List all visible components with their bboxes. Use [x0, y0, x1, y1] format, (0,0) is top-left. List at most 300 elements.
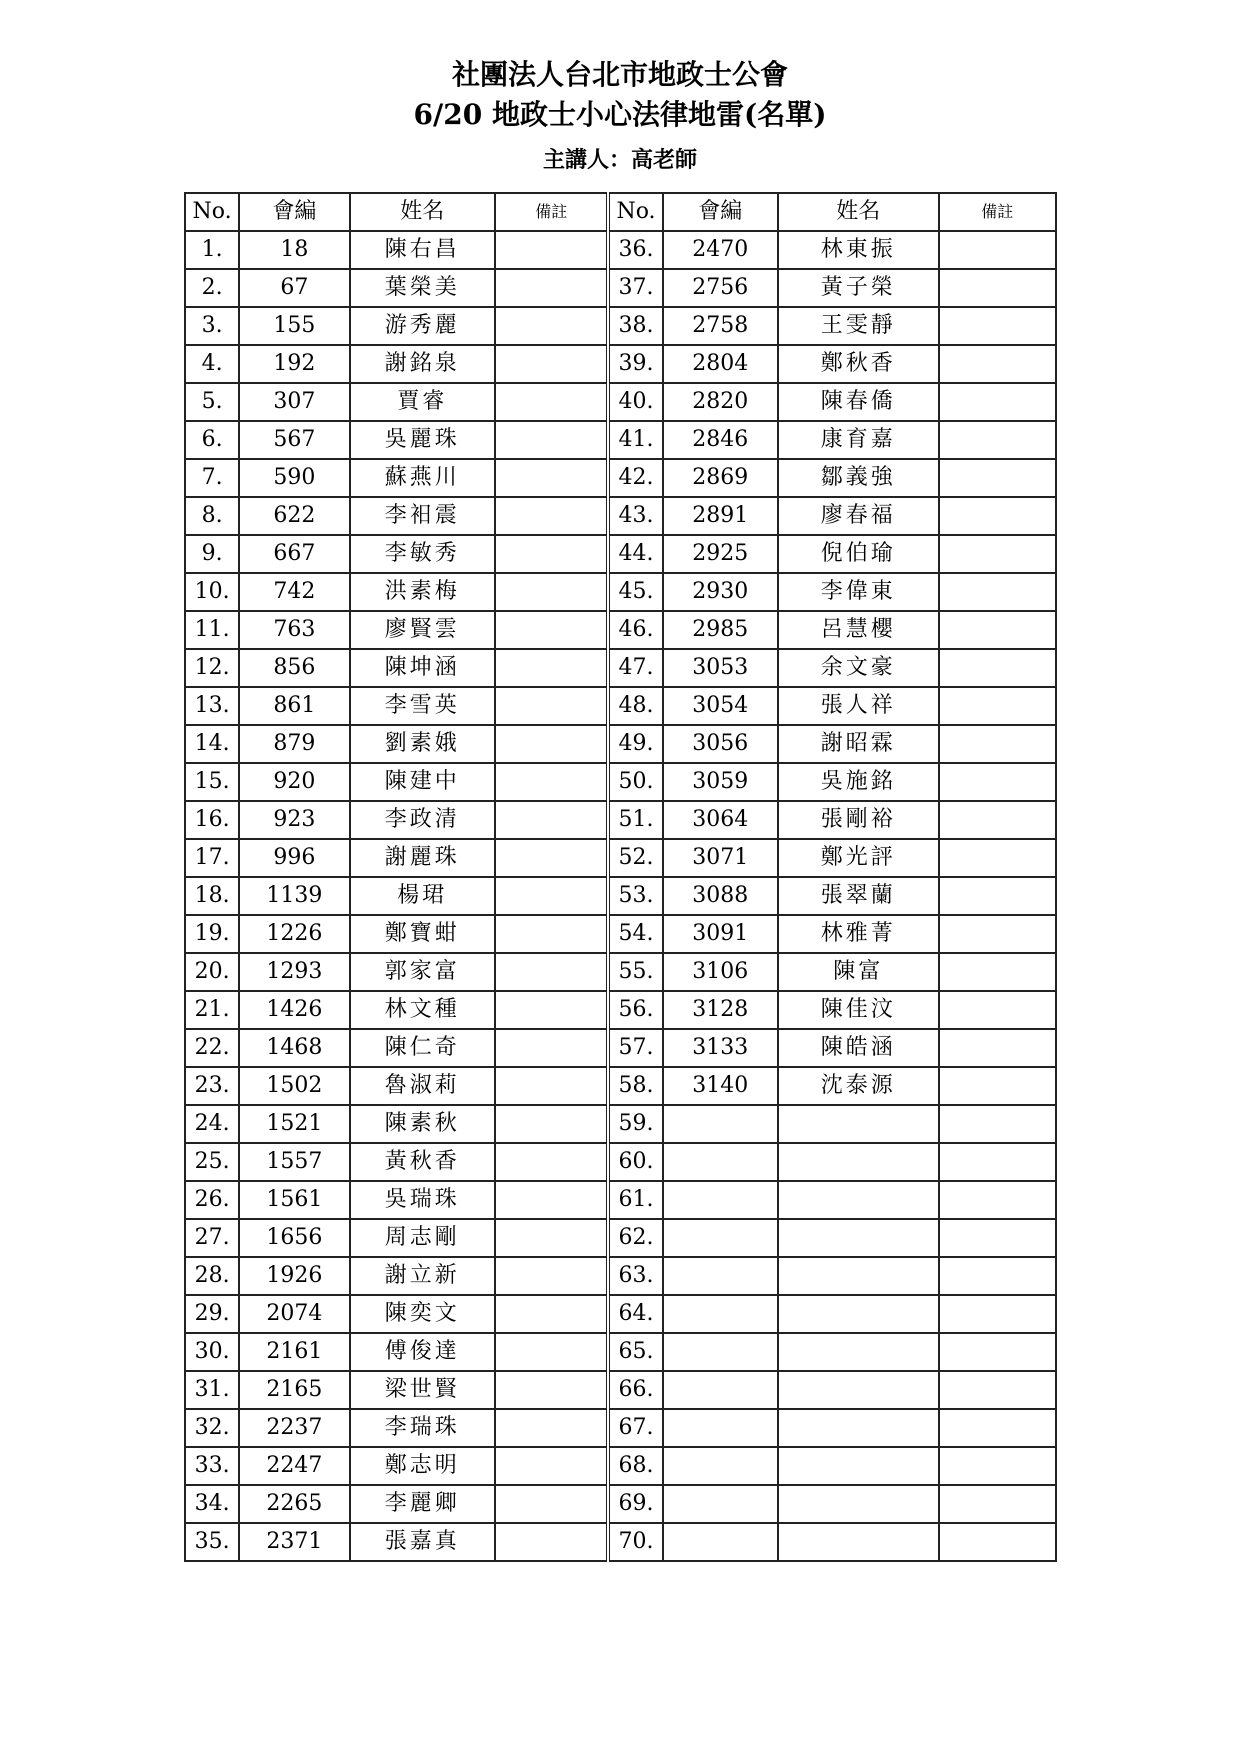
- cell-no: 4.: [185, 345, 239, 383]
- cell-remark: [495, 1523, 608, 1561]
- cell-no: 42.: [608, 459, 662, 497]
- cell-remark: [939, 497, 1056, 535]
- cell-member-id: 2161: [239, 1333, 349, 1371]
- cell-name: 陳素秋: [350, 1105, 496, 1143]
- cell-name: 謝銘泉: [350, 345, 496, 383]
- cell-remark: [495, 1105, 608, 1143]
- table-row: [185, 231, 1056, 269]
- cell-remark: [495, 1067, 608, 1105]
- cell-name: 賈睿: [350, 383, 496, 421]
- cell-member-id: 2470: [663, 231, 778, 269]
- cell-remark: [939, 725, 1056, 763]
- cell-name: 康育嘉: [778, 421, 939, 459]
- cell-remark: [495, 763, 608, 801]
- cell-member-id: [663, 1447, 778, 1485]
- cell-remark: [495, 383, 608, 421]
- cell-name: 李麗卿: [350, 1485, 496, 1523]
- cell-no: 20.: [185, 953, 239, 991]
- cell-member-id: 2820: [663, 383, 778, 421]
- cell-no: 44.: [608, 535, 662, 573]
- cell-no: 18.: [185, 877, 239, 915]
- roster-body: [185, 231, 1056, 1561]
- table-row: [185, 1143, 1056, 1181]
- table-row: [185, 307, 1056, 345]
- cell-name: 林東振: [778, 231, 939, 269]
- column-header-name: 姓名: [350, 193, 496, 231]
- cell-name: 謝麗珠: [350, 839, 496, 877]
- cell-no: 24.: [185, 1105, 239, 1143]
- cell-no: 30.: [185, 1333, 239, 1371]
- cell-member-id: 920: [239, 763, 349, 801]
- cell-member-id: 1656: [239, 1219, 349, 1257]
- cell-member-id: 622: [239, 497, 349, 535]
- cell-no: 28.: [185, 1257, 239, 1295]
- cell-name: 廖春福: [778, 497, 939, 535]
- cell-name: 周志剛: [350, 1219, 496, 1257]
- cell-remark: [495, 1371, 608, 1409]
- cell-name: 廖賢雲: [350, 611, 496, 649]
- cell-remark: [495, 877, 608, 915]
- cell-no: 51.: [608, 801, 662, 839]
- cell-remark: [495, 915, 608, 953]
- cell-name: [778, 1371, 939, 1409]
- cell-member-id: 3056: [663, 725, 778, 763]
- cell-name: [778, 1143, 939, 1181]
- cell-name: 鄭寶蚶: [350, 915, 496, 953]
- cell-remark: [939, 1333, 1056, 1371]
- cell-remark: [495, 1485, 608, 1523]
- cell-member-id: 590: [239, 459, 349, 497]
- cell-name: 李衵震: [350, 497, 496, 535]
- cell-name: 鄭光評: [778, 839, 939, 877]
- cell-no: 14.: [185, 725, 239, 763]
- cell-remark: [939, 1523, 1056, 1561]
- cell-name: 王雯靜: [778, 307, 939, 345]
- cell-no: 64.: [608, 1295, 662, 1333]
- cell-name: 梁世賢: [350, 1371, 496, 1409]
- cell-member-id: 1293: [239, 953, 349, 991]
- cell-member-id: 3140: [663, 1067, 778, 1105]
- cell-no: 68.: [608, 1447, 662, 1485]
- cell-remark: [495, 1219, 608, 1257]
- table-row: [185, 953, 1056, 991]
- cell-member-id: 3128: [663, 991, 778, 1029]
- cell-member-id: 67: [239, 269, 349, 307]
- cell-no: 55.: [608, 953, 662, 991]
- cell-member-id: [663, 1219, 778, 1257]
- cell-remark: [939, 1295, 1056, 1333]
- cell-name: 楊珺: [350, 877, 496, 915]
- cell-remark: [495, 1333, 608, 1371]
- cell-member-id: 861: [239, 687, 349, 725]
- cell-member-id: 307: [239, 383, 349, 421]
- roster-table: [184, 192, 1057, 1562]
- cell-no: 23.: [185, 1067, 239, 1105]
- cell-no: 49.: [608, 725, 662, 763]
- cell-remark: [939, 459, 1056, 497]
- cell-remark: [495, 421, 608, 459]
- cell-remark: [495, 1181, 608, 1219]
- cell-remark: [495, 801, 608, 839]
- cell-name: [778, 1333, 939, 1371]
- cell-name: 張嘉真: [350, 1523, 496, 1561]
- table-row: [185, 877, 1056, 915]
- cell-member-id: 1226: [239, 915, 349, 953]
- cell-no: 57.: [608, 1029, 662, 1067]
- cell-member-id: 3106: [663, 953, 778, 991]
- cell-member-id: 1521: [239, 1105, 349, 1143]
- cell-remark: [495, 573, 608, 611]
- cell-remark: [939, 307, 1056, 345]
- cell-remark: [939, 1181, 1056, 1219]
- cell-remark: [495, 611, 608, 649]
- table-row: [185, 801, 1056, 839]
- cell-member-id: 3071: [663, 839, 778, 877]
- cell-remark: [939, 1143, 1056, 1181]
- cell-no: 52.: [608, 839, 662, 877]
- cell-name: 沈泰源: [778, 1067, 939, 1105]
- cell-no: 26.: [185, 1181, 239, 1219]
- cell-remark: [939, 1485, 1056, 1523]
- cell-name: [778, 1485, 939, 1523]
- cell-member-id: 2804: [663, 345, 778, 383]
- cell-member-id: 155: [239, 307, 349, 345]
- cell-no: 35.: [185, 1523, 239, 1561]
- cell-member-id: 1502: [239, 1067, 349, 1105]
- cell-remark: [939, 1105, 1056, 1143]
- cell-name: 陳坤涵: [350, 649, 496, 687]
- cell-no: 40.: [608, 383, 662, 421]
- cell-member-id: 2074: [239, 1295, 349, 1333]
- cell-remark: [939, 383, 1056, 421]
- cell-remark: [939, 611, 1056, 649]
- cell-name: 陳建中: [350, 763, 496, 801]
- cell-member-id: [663, 1143, 778, 1181]
- table-row: [185, 763, 1056, 801]
- cell-member-id: 3054: [663, 687, 778, 725]
- cell-member-id: 2758: [663, 307, 778, 345]
- cell-name: 李偉東: [778, 573, 939, 611]
- cell-remark: [939, 269, 1056, 307]
- cell-name: 鄭秋香: [778, 345, 939, 383]
- cell-member-id: [663, 1333, 778, 1371]
- cell-member-id: 567: [239, 421, 349, 459]
- cell-member-id: 1561: [239, 1181, 349, 1219]
- column-header-name: 姓名: [778, 193, 939, 231]
- cell-name: 陳奕文: [350, 1295, 496, 1333]
- cell-remark: [939, 1219, 1056, 1257]
- cell-member-id: 763: [239, 611, 349, 649]
- cell-no: 56.: [608, 991, 662, 1029]
- cell-no: 12.: [185, 649, 239, 687]
- cell-member-id: [663, 1295, 778, 1333]
- cell-member-id: [663, 1257, 778, 1295]
- cell-remark: [939, 1067, 1056, 1105]
- cell-no: 5.: [185, 383, 239, 421]
- cell-no: 61.: [608, 1181, 662, 1219]
- table-header-row: [185, 193, 1056, 231]
- cell-name: 傅俊達: [350, 1333, 496, 1371]
- table-row: [185, 725, 1056, 763]
- cell-name: 吳麗珠: [350, 421, 496, 459]
- cell-remark: [939, 877, 1056, 915]
- table-row: [185, 1523, 1056, 1561]
- cell-remark: [939, 1409, 1056, 1447]
- table-row: [185, 497, 1056, 535]
- speaker-line: 主講人：高老師: [542, 147, 697, 173]
- table-row: [185, 1181, 1056, 1219]
- cell-remark: [495, 535, 608, 573]
- cell-no: 66.: [608, 1371, 662, 1409]
- cell-remark: [939, 535, 1056, 573]
- cell-name: [778, 1219, 939, 1257]
- cell-no: 46.: [608, 611, 662, 649]
- cell-name: 劉素娥: [350, 725, 496, 763]
- cell-name: 鄭志明: [350, 1447, 496, 1485]
- cell-remark: [495, 687, 608, 725]
- table-row: [185, 1029, 1056, 1067]
- table-row: [185, 1105, 1056, 1143]
- cell-name: 吳瑞珠: [350, 1181, 496, 1219]
- table-row: [185, 269, 1056, 307]
- cell-member-id: 667: [239, 535, 349, 573]
- cell-no: 37.: [608, 269, 662, 307]
- cell-no: 9.: [185, 535, 239, 573]
- cell-remark: [495, 953, 608, 991]
- cell-no: 70.: [608, 1523, 662, 1561]
- cell-name: 鄒義強: [778, 459, 939, 497]
- table-row: [185, 1485, 1056, 1523]
- cell-no: 60.: [608, 1143, 662, 1181]
- cell-remark: [495, 307, 608, 345]
- cell-member-id: 3088: [663, 877, 778, 915]
- cell-remark: [939, 421, 1056, 459]
- table-row: [185, 687, 1056, 725]
- cell-member-id: 879: [239, 725, 349, 763]
- cell-name: 林雅菁: [778, 915, 939, 953]
- cell-member-id: [663, 1181, 778, 1219]
- cell-name: 洪素梅: [350, 573, 496, 611]
- cell-name: [778, 1105, 939, 1143]
- cell-remark: [495, 839, 608, 877]
- cell-no: 50.: [608, 763, 662, 801]
- cell-member-id: [663, 1409, 778, 1447]
- cell-remark: [939, 839, 1056, 877]
- cell-remark: [939, 915, 1056, 953]
- cell-name: 黃子榮: [778, 269, 939, 307]
- cell-member-id: 2930: [663, 573, 778, 611]
- cell-member-id: 3053: [663, 649, 778, 687]
- column-header-remark: 備註: [939, 193, 1056, 231]
- cell-member-id: 996: [239, 839, 349, 877]
- table-row: [185, 991, 1056, 1029]
- cell-remark: [939, 1447, 1056, 1485]
- cell-member-id: 3064: [663, 801, 778, 839]
- cell-remark: [939, 1257, 1056, 1295]
- cell-name: 李雪英: [350, 687, 496, 725]
- cell-no: 31.: [185, 1371, 239, 1409]
- cell-name: 張剛裕: [778, 801, 939, 839]
- column-header-member-id: 會編: [663, 193, 778, 231]
- cell-name: 陳富: [778, 953, 939, 991]
- cell-remark: [495, 725, 608, 763]
- cell-no: 13.: [185, 687, 239, 725]
- cell-member-id: 2165: [239, 1371, 349, 1409]
- cell-no: 36.: [608, 231, 662, 269]
- cell-name: 蘇燕川: [350, 459, 496, 497]
- table-row: [185, 611, 1056, 649]
- cell-member-id: 1468: [239, 1029, 349, 1067]
- cell-remark: [939, 345, 1056, 383]
- cell-no: 8.: [185, 497, 239, 535]
- cell-member-id: 2925: [663, 535, 778, 573]
- cell-no: 3.: [185, 307, 239, 345]
- cell-name: [778, 1523, 939, 1561]
- cell-member-id: 1557: [239, 1143, 349, 1181]
- column-header-no: No.: [185, 193, 239, 231]
- cell-no: 29.: [185, 1295, 239, 1333]
- cell-name: 余文豪: [778, 649, 939, 687]
- cell-remark: [495, 1295, 608, 1333]
- cell-remark: [495, 497, 608, 535]
- cell-name: 李政清: [350, 801, 496, 839]
- cell-member-id: [663, 1523, 778, 1561]
- cell-member-id: [663, 1485, 778, 1523]
- cell-remark: [939, 573, 1056, 611]
- cell-no: 1.: [185, 231, 239, 269]
- cell-member-id: 2371: [239, 1523, 349, 1561]
- cell-no: 25.: [185, 1143, 239, 1181]
- table-row: [185, 1219, 1056, 1257]
- cell-remark: [939, 1029, 1056, 1067]
- cell-remark: [939, 801, 1056, 839]
- cell-no: 11.: [185, 611, 239, 649]
- cell-no: 48.: [608, 687, 662, 725]
- cell-no: 16.: [185, 801, 239, 839]
- cell-remark: [939, 1371, 1056, 1409]
- cell-remark: [939, 953, 1056, 991]
- cell-member-id: 742: [239, 573, 349, 611]
- cell-member-id: 2985: [663, 611, 778, 649]
- cell-member-id: 2265: [239, 1485, 349, 1523]
- cell-no: 33.: [185, 1447, 239, 1485]
- cell-remark: [495, 345, 608, 383]
- cell-no: 17.: [185, 839, 239, 877]
- cell-name: 陳仁奇: [350, 1029, 496, 1067]
- cell-no: 63.: [608, 1257, 662, 1295]
- cell-remark: [939, 991, 1056, 1029]
- cell-member-id: 192: [239, 345, 349, 383]
- cell-member-id: 2869: [663, 459, 778, 497]
- cell-remark: [495, 1143, 608, 1181]
- cell-no: 53.: [608, 877, 662, 915]
- cell-no: 19.: [185, 915, 239, 953]
- column-header-remark: 備註: [495, 193, 608, 231]
- cell-no: 10.: [185, 573, 239, 611]
- column-header-member-id: 會編: [239, 193, 349, 231]
- cell-no: 54.: [608, 915, 662, 953]
- cell-member-id: 856: [239, 649, 349, 687]
- cell-name: 李瑞珠: [350, 1409, 496, 1447]
- cell-no: 6.: [185, 421, 239, 459]
- table-row: [185, 573, 1056, 611]
- cell-member-id: 923: [239, 801, 349, 839]
- table-row: [185, 1409, 1056, 1447]
- table-row: [185, 345, 1056, 383]
- cell-no: 69.: [608, 1485, 662, 1523]
- cell-name: 倪伯瑜: [778, 535, 939, 573]
- cell-remark: [495, 1029, 608, 1067]
- cell-name: 李敏秀: [350, 535, 496, 573]
- table-row: [185, 1067, 1056, 1105]
- cell-name: 張人祥: [778, 687, 939, 725]
- cell-name: 黃秋香: [350, 1143, 496, 1181]
- cell-name: [778, 1295, 939, 1333]
- cell-name: 呂慧櫻: [778, 611, 939, 649]
- table-row: [185, 535, 1056, 573]
- table-row: [185, 459, 1056, 497]
- cell-no: 62.: [608, 1219, 662, 1257]
- cell-member-id: 3059: [663, 763, 778, 801]
- cell-name: 陳春僑: [778, 383, 939, 421]
- cell-remark: [939, 231, 1056, 269]
- cell-member-id: 1926: [239, 1257, 349, 1295]
- cell-member-id: 2756: [663, 269, 778, 307]
- cell-remark: [495, 1257, 608, 1295]
- cell-remark: [495, 459, 608, 497]
- cell-no: 67.: [608, 1409, 662, 1447]
- cell-name: 吳施銘: [778, 763, 939, 801]
- table-row: [185, 1371, 1056, 1409]
- cell-member-id: 18: [239, 231, 349, 269]
- cell-remark: [939, 649, 1056, 687]
- table-row: [185, 1333, 1056, 1371]
- cell-name: 張翠蘭: [778, 877, 939, 915]
- cell-no: 41.: [608, 421, 662, 459]
- cell-member-id: 1139: [239, 877, 349, 915]
- cell-name: 郭家富: [350, 953, 496, 991]
- cell-no: 32.: [185, 1409, 239, 1447]
- cell-remark: [495, 1447, 608, 1485]
- cell-member-id: 2846: [663, 421, 778, 459]
- cell-no: 34.: [185, 1485, 239, 1523]
- cell-no: 59.: [608, 1105, 662, 1143]
- document-title: 社團法人台北市地政士公會: [451, 58, 788, 91]
- cell-remark: [495, 231, 608, 269]
- cell-name: 陳皓涵: [778, 1029, 939, 1067]
- cell-remark: [495, 1409, 608, 1447]
- cell-name: 陳佳汶: [778, 991, 939, 1029]
- cell-no: 38.: [608, 307, 662, 345]
- cell-no: 65.: [608, 1333, 662, 1371]
- table-row: [185, 421, 1056, 459]
- cell-no: 22.: [185, 1029, 239, 1067]
- cell-name: 謝昭霖: [778, 725, 939, 763]
- cell-no: 43.: [608, 497, 662, 535]
- cell-member-id: 2237: [239, 1409, 349, 1447]
- cell-name: [778, 1409, 939, 1447]
- cell-no: 21.: [185, 991, 239, 1029]
- cell-name: 陳右昌: [350, 231, 496, 269]
- cell-member-id: 2891: [663, 497, 778, 535]
- cell-member-id: 1426: [239, 991, 349, 1029]
- event-title: 6/20 地政士小心法律地雷(名單): [413, 98, 827, 131]
- cell-name: 游秀麗: [350, 307, 496, 345]
- table-row: [185, 649, 1056, 687]
- cell-no: 27.: [185, 1219, 239, 1257]
- cell-name: [778, 1181, 939, 1219]
- cell-no: 2.: [185, 269, 239, 307]
